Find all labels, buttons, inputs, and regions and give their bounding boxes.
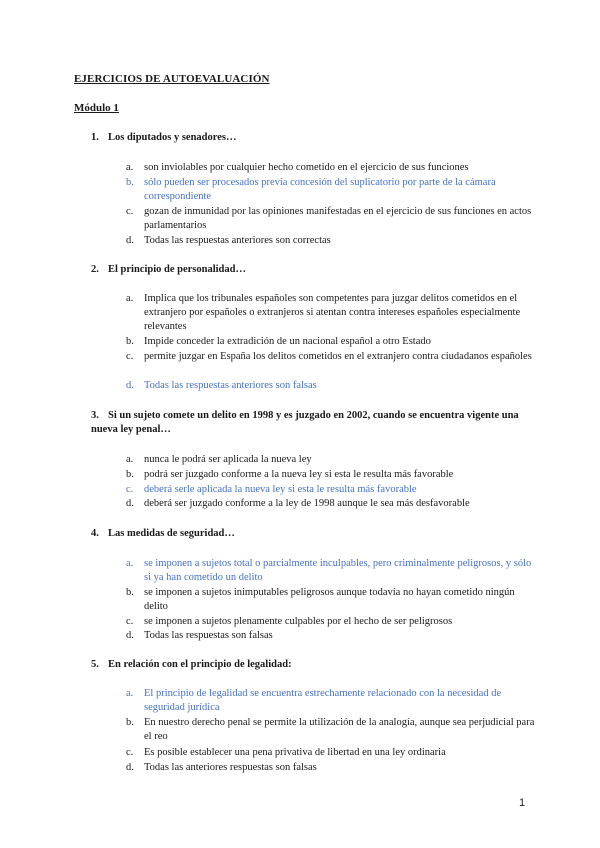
option-text: gozan de inmunidad por las opiniones manifestadas en el ejercicio de sus funciones en actos parlamentarios — [144, 206, 532, 231]
option-letter: c. — [126, 747, 134, 758]
option-text: son inviolables por cualquier hecho cometido en el ejercicio de sus funciones — [144, 162, 469, 173]
option-letter: d. — [126, 380, 134, 391]
option-4c — [126, 615, 536, 629]
option-letter: a. — [126, 688, 134, 699]
option-text: Impide conceder la extradición de un nacional español a otro Estado — [144, 336, 431, 347]
question-number: 2. — [91, 264, 99, 275]
option-text: Todas las respuestas anteriores son falsas — [144, 380, 317, 391]
option-text: El principio de legalidad se encuentra estrechamente relacionado con la necesidad de seguridad jurídica — [144, 688, 502, 713]
option-text: Implica que los tribunales españoles son competentes para juzgar delitos cometidos en el extranjero por españoles o extranjeros si atentan contra intereses españoles especialmente relevantes — [144, 293, 521, 332]
option-letter: c. — [126, 351, 134, 362]
option-2d-correct — [126, 379, 536, 393]
option-letter: b. — [126, 469, 134, 480]
option-text: Todas las anteriores respuestas son falsas — [144, 762, 317, 773]
option-letter: d. — [126, 498, 134, 509]
option-letter: c. — [126, 616, 134, 627]
page-number: 1 — [519, 797, 526, 809]
option-letter: b. — [126, 336, 134, 347]
option-letter: a. — [126, 558, 134, 569]
option-text: Es posible establecer una pena privativa de libertad en una ley ordinaria — [144, 747, 446, 758]
question-text: Si un sujeto comete un delito en 1998 y es juzgado en 2002, cuando se encuentra vigente una nueva ley penal… — [91, 410, 519, 435]
option-2b — [126, 335, 536, 349]
option-1a — [126, 161, 536, 175]
option-text: nunca le podrá ser aplicada la nueva ley — [144, 454, 312, 465]
option-letter: b. — [126, 587, 134, 598]
option-5a-correct — [126, 687, 536, 715]
option-4b — [126, 586, 536, 614]
option-letter: d. — [126, 762, 134, 773]
option-3b — [126, 468, 536, 482]
option-letter: b. — [126, 717, 134, 728]
question-text: El principio de personalidad… — [108, 264, 246, 275]
question-text: Las medidas de seguridad… — [108, 528, 235, 539]
option-2c — [126, 350, 536, 364]
option-5d — [126, 761, 536, 775]
question-3 — [91, 409, 531, 437]
option-text: se imponen a sujetos inimputables peligrosos aunque todavía no hayan cometido ningún delito — [144, 587, 515, 612]
option-4a-correct — [126, 557, 536, 585]
option-letter: a. — [126, 162, 134, 173]
question-number: 1. — [91, 132, 99, 143]
option-3c-correct — [126, 483, 536, 497]
question-5 — [91, 658, 531, 672]
option-text: deberá ser juzgado conforme a la ley de 1998 aunque le sea más desfavorable — [144, 498, 470, 509]
option-text: En nuestro derecho penal se permite la utilización de la analogía, aunque sea perjudicial para el reo — [144, 717, 535, 742]
option-2a — [126, 292, 536, 334]
option-letter: b. — [126, 177, 134, 188]
option-5c — [126, 746, 536, 760]
option-text: deberá serle aplicada la nueva ley si esta le resulta más favorable — [144, 484, 417, 495]
option-letter: c. — [126, 484, 134, 495]
option-text: podrá ser juzgado conforme a la nueva ley si esta le resulta más favorable — [144, 469, 454, 480]
question-2 — [91, 263, 531, 277]
option-4d — [126, 629, 536, 643]
option-1c — [126, 205, 536, 233]
option-letter: a. — [126, 293, 134, 304]
question-text: En relación con el principio de legalidad: — [108, 659, 292, 670]
option-1d — [126, 234, 536, 248]
option-text: se imponen a sujetos plenamente culpables por el hecho de ser peligrosos — [144, 616, 453, 627]
option-text: sólo pueden ser procesados previa concesión del suplicatorio por parte de la cámara correspondiente — [144, 177, 496, 202]
option-3d — [126, 497, 536, 511]
option-text: permite juzgar en España los delitos cometidos en el extranjero contra ciudadanos españoles — [144, 351, 532, 362]
question-number: 3. — [91, 410, 99, 421]
option-1b-correct — [126, 176, 536, 204]
option-5b — [126, 716, 536, 744]
option-letter: d. — [126, 235, 134, 246]
option-text: Todas las respuestas son falsas — [144, 630, 273, 641]
question-4 — [91, 527, 531, 541]
question-1 — [91, 131, 531, 145]
option-letter: c. — [126, 206, 134, 217]
option-letter: a. — [126, 454, 134, 465]
option-text: se imponen a sujetos total o parcialmente inculpables, pero criminalmente peligrosos, y sólo si ya han cometido un delito — [144, 558, 532, 583]
question-text: Los diputados y senadores… — [108, 132, 237, 143]
question-number: 4. — [91, 528, 99, 539]
question-number: 5. — [91, 659, 99, 670]
option-letter: d. — [126, 630, 134, 641]
option-3a — [126, 453, 536, 467]
module-title: Módulo 1 — [74, 102, 119, 114]
option-text: Todas las respuestas anteriores son correctas — [144, 235, 331, 246]
document-title: EJERCICIOS DE AUTOEVALUACIÓN — [74, 73, 270, 85]
